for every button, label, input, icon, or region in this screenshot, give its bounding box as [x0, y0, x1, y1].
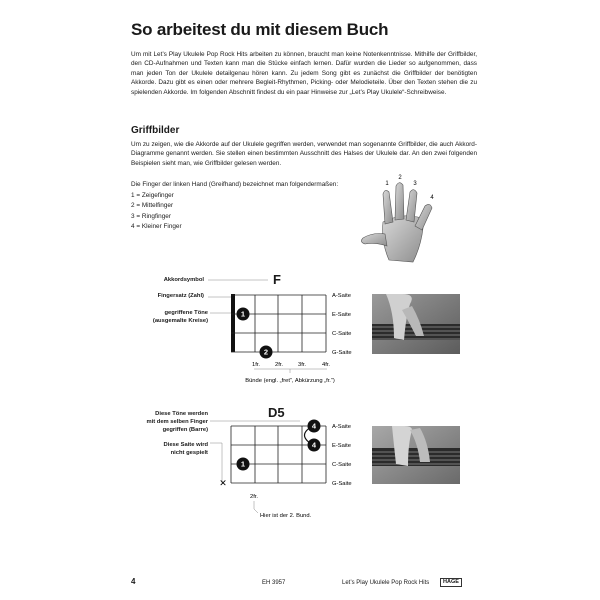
chord-diagram-f — [130, 270, 370, 400]
string-label: A-Saite — [332, 424, 352, 430]
label-gegriffene-toene: gegriffene Töne — [164, 310, 208, 316]
label-ausgemalte-kreise: (ausgemalte Kreise) — [152, 318, 208, 324]
page-title: So arbeitest du mit diesem Buch — [131, 20, 389, 39]
hand-number-2: 2 — [398, 175, 402, 181]
hand-number-4: 4 — [430, 195, 434, 201]
footer-code: EH 3957 — [262, 580, 286, 586]
finger-number-4a: 4 — [311, 421, 317, 431]
footer-book-title: Let’s Play Ukulele Pop Rock Hits — [342, 580, 430, 586]
photo-d5-chord — [372, 426, 460, 484]
hand-number-1: 1 — [385, 181, 389, 187]
label-akkordsymbol: Akkordsymbol — [163, 277, 204, 283]
chord-name-d5: D5 — [268, 405, 285, 420]
label-barre-3: gegriffen (Barre) — [162, 427, 208, 433]
intro-paragraph: Um mit Let’s Play Ukulele Pop Rock Hits arbeiten zu können, braucht man keine Notenkenntnisse. Mithilfe der Griffbilder, den CD-Aufnahmen und Texten kann man die Stücke einfach lernen. Dafür wurden die Lieder so aufgenommen, dass man jeden Ton der Ukulele detailgenau hören kann. Zu jedem Song gibt es zunächst die Griffbilder der benötigten Akkorde. Dazu gibt es einen oder mehrere Begleit-Rhythmen, Picking- oder Melodieteile. Über den Texten stehen die zu spielenden Akkorde. Im folgenden Abschnitt findest du ein paar Hinweise zur „Let’s Play Ukulele“-Schreibweise. — [131, 51, 477, 96]
chord-diagram-d5 — [130, 405, 370, 525]
label-fingersatz: Fingersatz (Zahl) — [157, 293, 204, 299]
string-label: C-Saite — [332, 462, 352, 468]
muted-string-marker: ✕ — [219, 478, 227, 488]
fret-note: Hier ist der 2. Bund. — [260, 513, 312, 519]
finger-legend-item: 1 = Zeigefinger — [131, 191, 174, 199]
fret-label: 4fr. — [321, 362, 331, 368]
string-label: E-Saite — [332, 312, 352, 318]
string-label: A-Saite — [332, 293, 352, 299]
finger-legend-intro: Die Finger der linken Hand (Greifhand) bezeichnet man folgendermaßen: — [131, 181, 339, 188]
label-barre-1: Diese Töne werden — [155, 411, 208, 417]
chord-name-f: F — [273, 272, 281, 287]
photo-f-chord — [372, 294, 460, 354]
string-label: E-Saite — [332, 443, 352, 449]
finger-number-1: 1 — [240, 459, 246, 469]
hand-illustration — [355, 172, 445, 267]
fret-label: 1fr. — [251, 362, 261, 368]
finger-number-2: 2 — [263, 347, 269, 357]
label-muted-2: nicht gespielt — [170, 450, 208, 456]
fret-label: 2fr. — [249, 494, 259, 500]
fret-label: 3fr. — [297, 362, 307, 368]
finger-legend — [131, 180, 338, 233]
label-muted-1: Diese Saite wird — [163, 442, 208, 448]
string-label: G-Saite — [332, 481, 352, 487]
finger-legend-item: 4 = Kleiner Finger — [131, 223, 182, 231]
page-number: 4 — [131, 577, 136, 586]
finger-legend-item: 3 = Ringfinger — [131, 212, 171, 220]
fret-label: 2fr. — [274, 362, 284, 368]
publisher-logo: HAGE — [440, 578, 462, 587]
frets-note: Bünde (engl. „fret“, Abkürzung „fr.“) — [245, 378, 335, 384]
hand-number-3: 3 — [413, 181, 417, 187]
finger-legend-item: 2 = Mittelfinger — [131, 202, 174, 210]
griffbilder-paragraph: Um zu zeigen, wie die Akkorde auf der Ukulele gegriffen werden, verwendet man sogenannte Griffbilder, die auch Akkord-Diagramme genannt werden. Sie stellen einen bestimmten Ausschnitt des Halses der Ukulele dar. An den zwei folgenden Beispielen sieht man, wie Griffbilder gelesen werden. — [131, 141, 477, 167]
section-heading-griffbilder: Griffbilder — [131, 125, 180, 136]
label-barre-2: mit dem selben Finger — [146, 419, 208, 425]
finger-number-4b: 4 — [311, 440, 317, 450]
string-label: G-Saite — [332, 350, 352, 356]
finger-number-1: 1 — [240, 309, 246, 319]
string-label: C-Saite — [332, 331, 352, 337]
